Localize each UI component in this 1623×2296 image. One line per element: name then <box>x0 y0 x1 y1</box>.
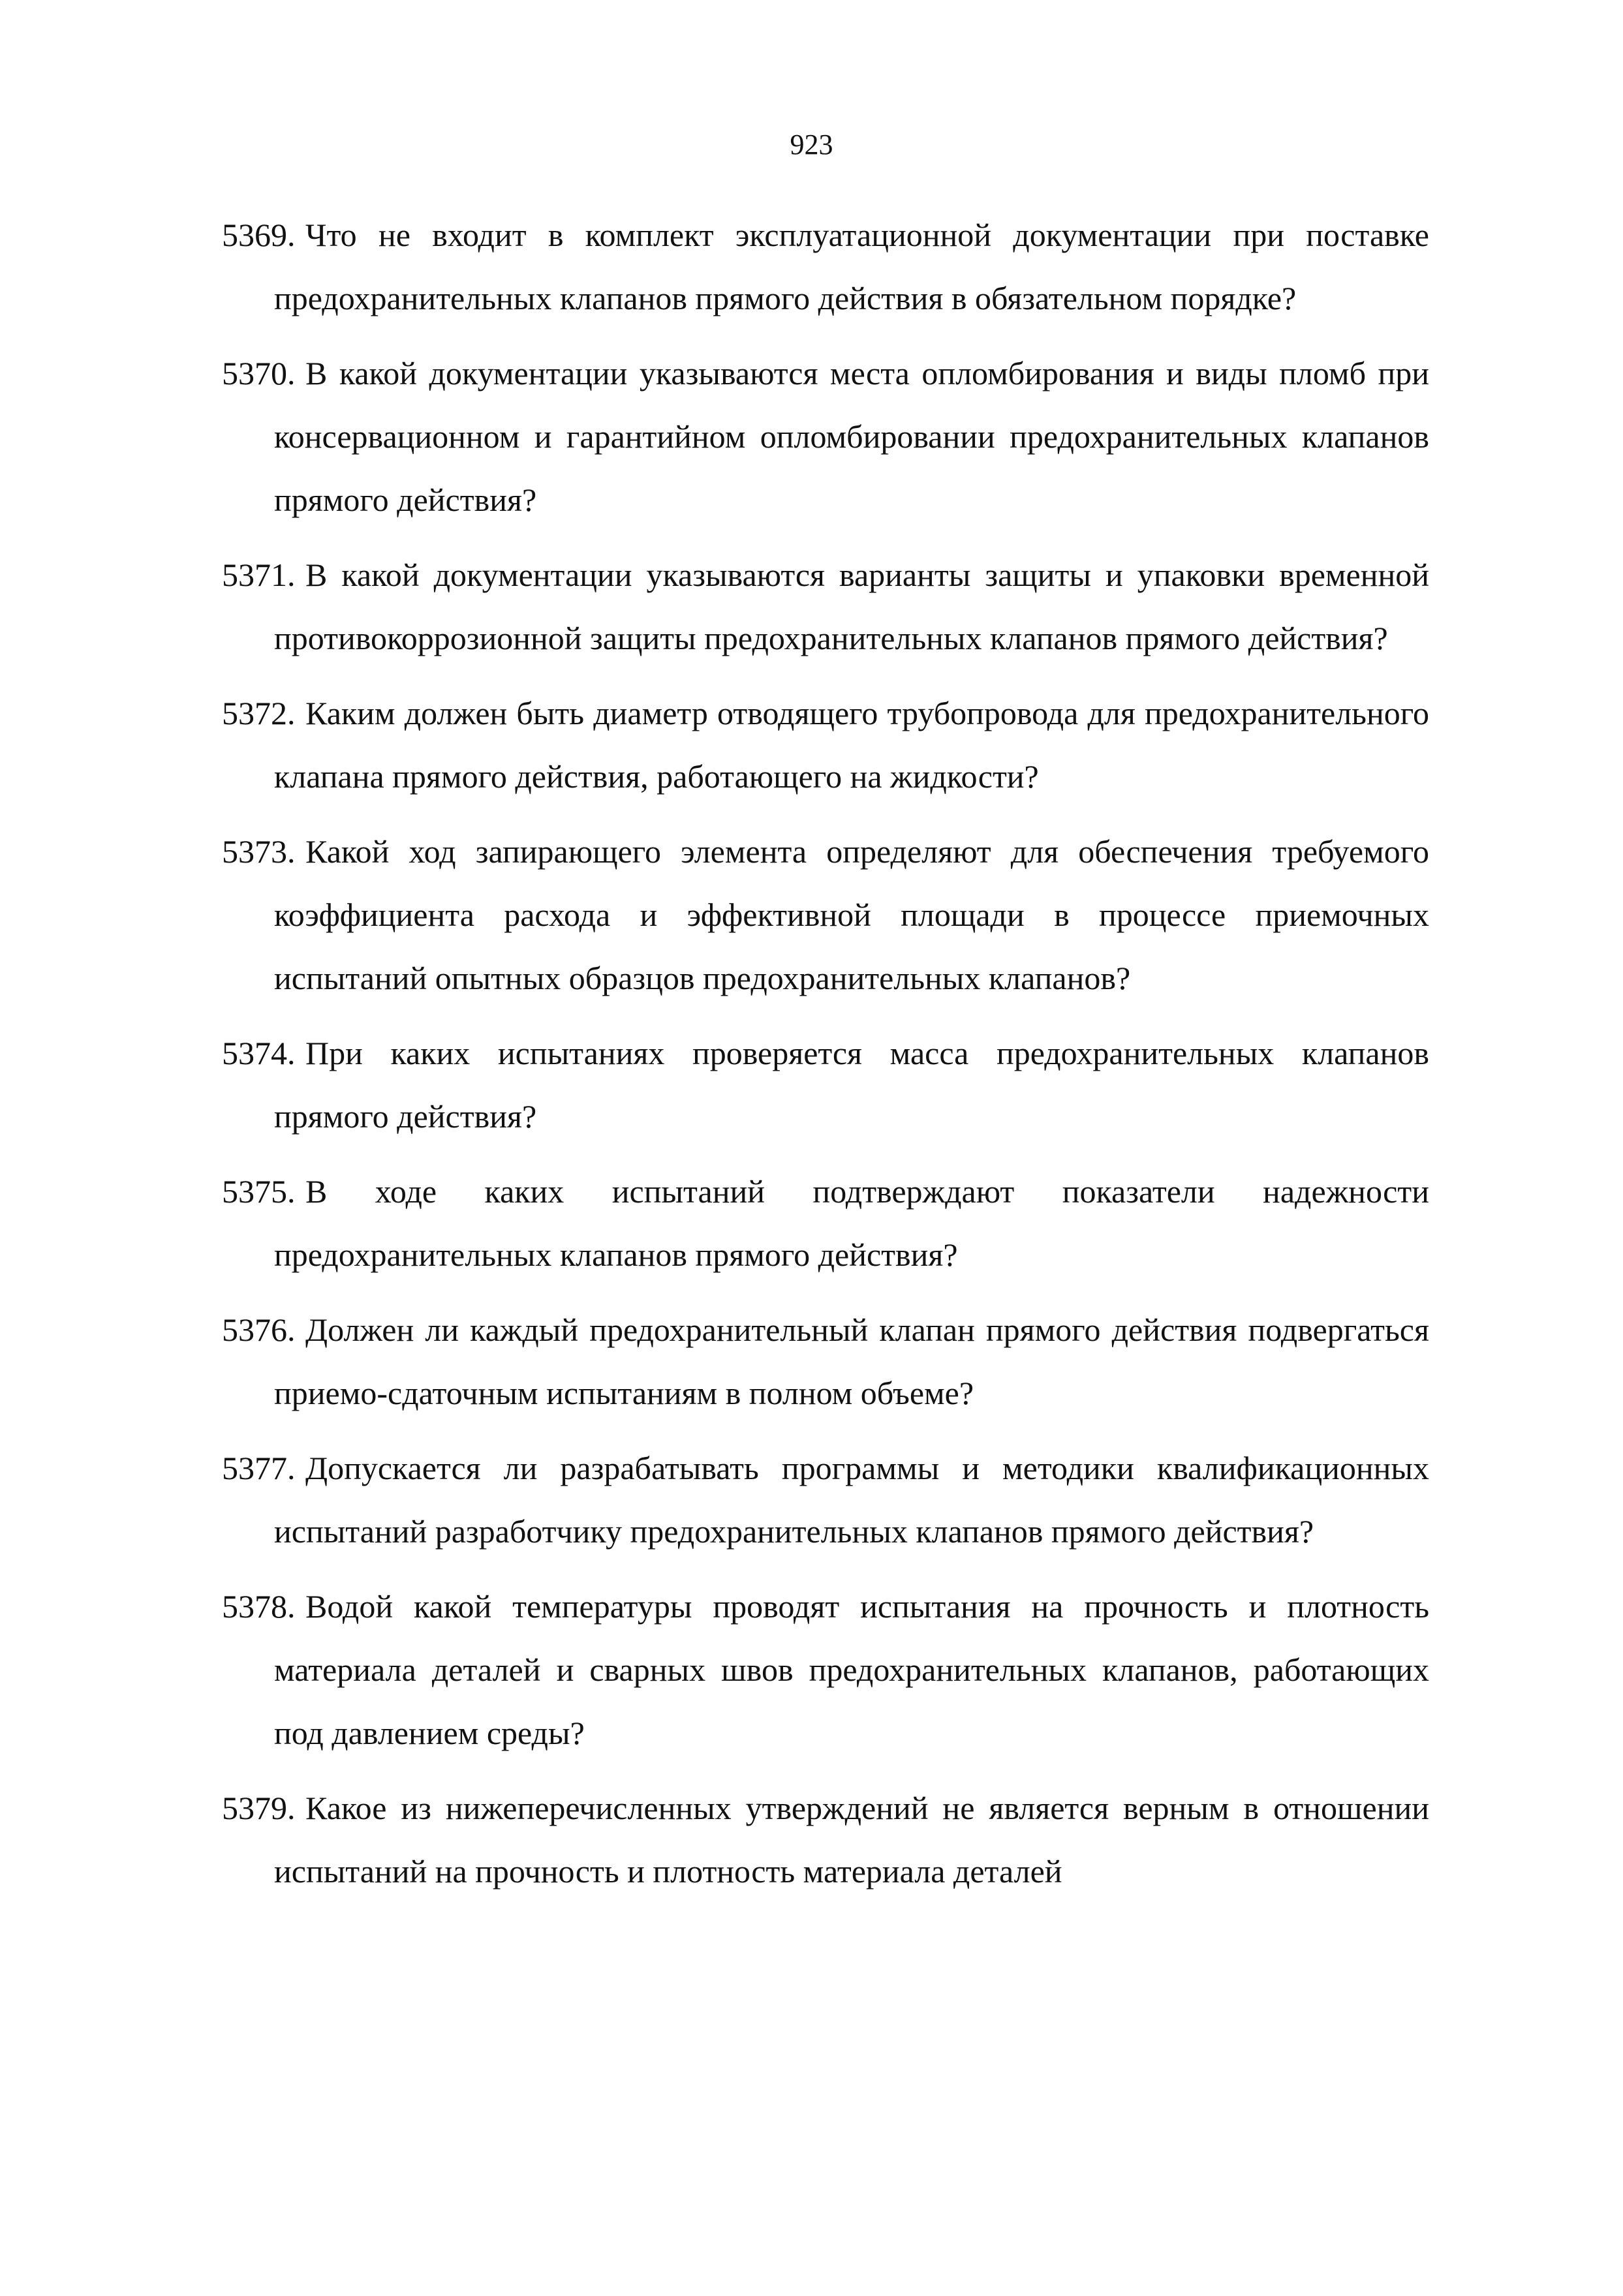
question-number: 5369 . <box>222 204 296 267</box>
question-text: Каким должен быть диаметр отводящего трубопровода для предохранительного клапана прямого действия, работающего на жидкости? <box>274 695 1429 795</box>
question-text: Какой ход запирающего элемента определяют для обеспечения требуемого коэффициента расхода и эффективной площади в процессе приемочных испытаний опытных образцов предохранительных клапанов? <box>274 833 1429 996</box>
question-item <box>222 342 1429 532</box>
question-item <box>222 543 1429 670</box>
question-number: 5373 . <box>222 820 296 883</box>
question-number: 5374 . <box>222 1022 296 1085</box>
question-item <box>222 820 1429 1010</box>
question-item <box>222 682 1429 808</box>
question-number: 5378 . <box>222 1575 296 1638</box>
question-item <box>222 1437 1429 1563</box>
question-number: 5379 . <box>222 1777 296 1840</box>
question-item <box>222 1022 1429 1148</box>
question-text: Должен ли каждый предохранительный клапан прямого действия подвергаться приемо-сдаточным испытаниям в полном объеме? <box>274 1311 1429 1411</box>
question-number: 5377 . <box>222 1437 296 1500</box>
question-list <box>222 204 1429 1915</box>
question-text: В ходе каких испытаний подтверждают показатели надежности предохранительных клапанов прямого действия? <box>274 1173 1429 1273</box>
question-text: Что не входит в комплект эксплуатационной документации при поставке предохранительных клапанов прямого действия в обязательном порядке? <box>274 217 1429 316</box>
question-item <box>222 1298 1429 1425</box>
page-number: 923 <box>790 129 833 161</box>
question-text: В какой документации указываются места опломбирования и виды пломб при консервационном и гарантийном опломбировании предохранительных клапанов прямого действия? <box>274 355 1429 518</box>
question-item <box>222 204 1429 330</box>
question-text: При каких испытаниях проверяется масса предохранительных клапанов прямого действия? <box>274 1035 1429 1135</box>
question-text: Допускается ли разрабатывать программы и методики квалификационных испытаний разработчику предохранительных клапанов прямого действия? <box>274 1450 1429 1550</box>
question-item <box>222 1160 1429 1287</box>
question-number: 5370 . <box>222 342 296 405</box>
question-number: 5375 . <box>222 1160 296 1223</box>
question-text: Водой какой температуры проводят испытания на прочность и плотность материала деталей и сварных швов предохранительных клапанов, работающих под давлением среды? <box>274 1588 1429 1751</box>
question-number: 5376 . <box>222 1298 296 1362</box>
question-number: 5371 . <box>222 543 296 607</box>
question-item <box>222 1777 1429 1903</box>
question-number: 5372 . <box>222 682 296 745</box>
question-text: Какое из нижеперечисленных утверждений не является верным в отношении испытаний на прочность и плотность материала деталей <box>274 1790 1429 1890</box>
question-item <box>222 1575 1429 1765</box>
question-text: В какой документации указываются варианты защиты и упаковки временной противокоррозионной защиты предохранительных клапанов прямого действия? <box>274 557 1429 656</box>
